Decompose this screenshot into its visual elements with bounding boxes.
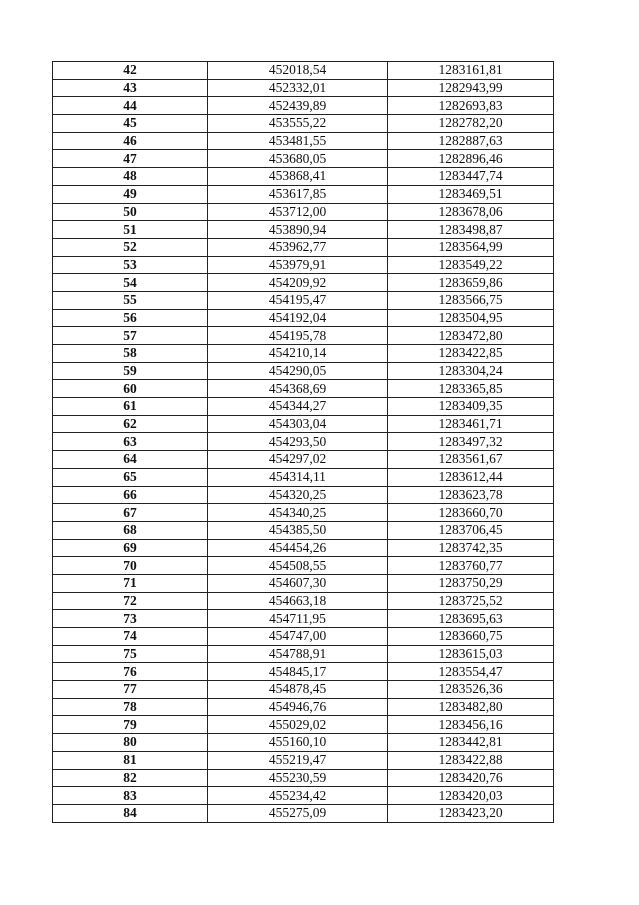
table-row (53, 734, 554, 752)
y-coordinate-cell: 1283706,45 (388, 521, 554, 539)
point-number-cell: 80 (53, 734, 208, 752)
point-number-cell: 49 (53, 185, 208, 203)
table-row (53, 168, 554, 186)
table-row (53, 751, 554, 769)
x-coordinate-cell: 454344,27 (208, 398, 388, 416)
point-number-cell: 67 (53, 504, 208, 522)
y-coordinate-cell: 1283564,99 (388, 238, 554, 256)
x-coordinate-cell: 452018,54 (208, 62, 388, 80)
point-number-cell: 72 (53, 592, 208, 610)
coordinates-table (52, 61, 554, 823)
point-number-cell: 77 (53, 681, 208, 699)
point-number-cell: 43 (53, 79, 208, 97)
y-coordinate-cell: 1282943,99 (388, 79, 554, 97)
table-row (53, 663, 554, 681)
table-row (53, 645, 554, 663)
y-coordinate-cell: 1283420,03 (388, 787, 554, 805)
point-number-cell: 84 (53, 804, 208, 822)
table-row (53, 610, 554, 628)
y-coordinate-cell: 1283456,16 (388, 716, 554, 734)
y-coordinate-cell: 1283504,95 (388, 309, 554, 327)
y-coordinate-cell: 1283725,52 (388, 592, 554, 610)
table-row (53, 539, 554, 557)
x-coordinate-cell: 453868,41 (208, 168, 388, 186)
x-coordinate-cell: 455029,02 (208, 716, 388, 734)
x-coordinate-cell: 454747,00 (208, 628, 388, 646)
y-coordinate-cell: 1283660,75 (388, 628, 554, 646)
table-row (53, 592, 554, 610)
x-coordinate-cell: 453962,77 (208, 238, 388, 256)
table-row (53, 274, 554, 292)
table-row (53, 115, 554, 133)
x-coordinate-cell: 454711,95 (208, 610, 388, 628)
y-coordinate-cell: 1283409,35 (388, 398, 554, 416)
point-number-cell: 79 (53, 716, 208, 734)
y-coordinate-cell: 1283742,35 (388, 539, 554, 557)
point-number-cell: 45 (53, 115, 208, 133)
y-coordinate-cell: 1283304,24 (388, 362, 554, 380)
y-coordinate-cell: 1283750,29 (388, 574, 554, 592)
point-number-cell: 64 (53, 451, 208, 469)
table-row (53, 698, 554, 716)
x-coordinate-cell: 453555,22 (208, 115, 388, 133)
point-number-cell: 78 (53, 698, 208, 716)
y-coordinate-cell: 1283461,71 (388, 415, 554, 433)
y-coordinate-cell: 1283623,78 (388, 486, 554, 504)
point-number-cell: 66 (53, 486, 208, 504)
table-row (53, 804, 554, 822)
x-coordinate-cell: 454293,50 (208, 433, 388, 451)
point-number-cell: 48 (53, 168, 208, 186)
table-row (53, 380, 554, 398)
table-row (53, 185, 554, 203)
table-row (53, 327, 554, 345)
y-coordinate-cell: 1282782,20 (388, 115, 554, 133)
table-row (53, 203, 554, 221)
x-coordinate-cell: 454788,91 (208, 645, 388, 663)
point-number-cell: 69 (53, 539, 208, 557)
point-number-cell: 60 (53, 380, 208, 398)
x-coordinate-cell: 455219,47 (208, 751, 388, 769)
x-coordinate-cell: 453481,55 (208, 132, 388, 150)
x-coordinate-cell: 454210,14 (208, 345, 388, 363)
table-row (53, 468, 554, 486)
point-number-cell: 51 (53, 221, 208, 239)
x-coordinate-cell: 452332,01 (208, 79, 388, 97)
x-coordinate-cell: 454209,92 (208, 274, 388, 292)
point-number-cell: 83 (53, 787, 208, 805)
point-number-cell: 62 (53, 415, 208, 433)
y-coordinate-cell: 1283365,85 (388, 380, 554, 398)
table-row (53, 398, 554, 416)
table-row (53, 521, 554, 539)
x-coordinate-cell: 454320,25 (208, 486, 388, 504)
x-coordinate-cell: 454385,50 (208, 521, 388, 539)
point-number-cell: 74 (53, 628, 208, 646)
y-coordinate-cell: 1283526,36 (388, 681, 554, 699)
y-coordinate-cell: 1283695,63 (388, 610, 554, 628)
x-coordinate-cell: 455275,09 (208, 804, 388, 822)
point-number-cell: 58 (53, 345, 208, 363)
x-coordinate-cell: 454607,30 (208, 574, 388, 592)
table-row (53, 574, 554, 592)
table-row (53, 557, 554, 575)
point-number-cell: 82 (53, 769, 208, 787)
y-coordinate-cell: 1283472,80 (388, 327, 554, 345)
point-number-cell: 57 (53, 327, 208, 345)
point-number-cell: 46 (53, 132, 208, 150)
y-coordinate-cell: 1283423,20 (388, 804, 554, 822)
table-row (53, 716, 554, 734)
y-coordinate-cell: 1283615,03 (388, 645, 554, 663)
table-row (53, 62, 554, 80)
x-coordinate-cell: 454845,17 (208, 663, 388, 681)
table-row (53, 433, 554, 451)
y-coordinate-cell: 1282896,46 (388, 150, 554, 168)
x-coordinate-cell: 453890,94 (208, 221, 388, 239)
point-number-cell: 76 (53, 663, 208, 681)
point-number-cell: 55 (53, 291, 208, 309)
x-coordinate-cell: 454290,05 (208, 362, 388, 380)
y-coordinate-cell: 1282693,83 (388, 97, 554, 115)
x-coordinate-cell: 453680,05 (208, 150, 388, 168)
x-coordinate-cell: 455230,59 (208, 769, 388, 787)
point-number-cell: 44 (53, 97, 208, 115)
y-coordinate-cell: 1283422,88 (388, 751, 554, 769)
x-coordinate-cell: 454368,69 (208, 380, 388, 398)
table-row (53, 221, 554, 239)
table-row (53, 345, 554, 363)
table-row (53, 362, 554, 380)
x-coordinate-cell: 454314,11 (208, 468, 388, 486)
point-number-cell: 81 (53, 751, 208, 769)
point-number-cell: 52 (53, 238, 208, 256)
y-coordinate-cell: 1283447,74 (388, 168, 554, 186)
point-number-cell: 75 (53, 645, 208, 663)
x-coordinate-cell: 454946,76 (208, 698, 388, 716)
y-coordinate-cell: 1283678,06 (388, 203, 554, 221)
x-coordinate-cell: 453979,91 (208, 256, 388, 274)
point-number-cell: 73 (53, 610, 208, 628)
table-row (53, 132, 554, 150)
x-coordinate-cell: 454340,25 (208, 504, 388, 522)
x-coordinate-cell: 453712,00 (208, 203, 388, 221)
y-coordinate-cell: 1283442,81 (388, 734, 554, 752)
point-number-cell: 56 (53, 309, 208, 327)
point-number-cell: 42 (53, 62, 208, 80)
table-row (53, 150, 554, 168)
table-row (53, 787, 554, 805)
y-coordinate-cell: 1283497,32 (388, 433, 554, 451)
table-row (53, 681, 554, 699)
point-number-cell: 50 (53, 203, 208, 221)
x-coordinate-cell: 454878,45 (208, 681, 388, 699)
y-coordinate-cell: 1283612,44 (388, 468, 554, 486)
point-number-cell: 61 (53, 398, 208, 416)
x-coordinate-cell: 454195,47 (208, 291, 388, 309)
y-coordinate-cell: 1282887,63 (388, 132, 554, 150)
y-coordinate-cell: 1283469,51 (388, 185, 554, 203)
x-coordinate-cell: 454195,78 (208, 327, 388, 345)
y-coordinate-cell: 1283420,76 (388, 769, 554, 787)
point-number-cell: 65 (53, 468, 208, 486)
point-number-cell: 71 (53, 574, 208, 592)
y-coordinate-cell: 1283554,47 (388, 663, 554, 681)
y-coordinate-cell: 1283760,77 (388, 557, 554, 575)
x-coordinate-cell: 455234,42 (208, 787, 388, 805)
table-row (53, 451, 554, 469)
y-coordinate-cell: 1283660,70 (388, 504, 554, 522)
table-row (53, 79, 554, 97)
table-row (53, 769, 554, 787)
table-row (53, 309, 554, 327)
table-row (53, 415, 554, 433)
y-coordinate-cell: 1283561,67 (388, 451, 554, 469)
x-coordinate-cell: 454663,18 (208, 592, 388, 610)
point-number-cell: 54 (53, 274, 208, 292)
x-coordinate-cell: 453617,85 (208, 185, 388, 203)
x-coordinate-cell: 454192,04 (208, 309, 388, 327)
table-row (53, 256, 554, 274)
coordinates-table-body (53, 62, 554, 823)
point-number-cell: 47 (53, 150, 208, 168)
point-number-cell: 53 (53, 256, 208, 274)
x-coordinate-cell: 454303,04 (208, 415, 388, 433)
point-number-cell: 68 (53, 521, 208, 539)
point-number-cell: 70 (53, 557, 208, 575)
x-coordinate-cell: 452439,89 (208, 97, 388, 115)
table-row (53, 486, 554, 504)
x-coordinate-cell: 454508,55 (208, 557, 388, 575)
y-coordinate-cell: 1283482,80 (388, 698, 554, 716)
y-coordinate-cell: 1283549,22 (388, 256, 554, 274)
point-number-cell: 59 (53, 362, 208, 380)
x-coordinate-cell: 455160,10 (208, 734, 388, 752)
table-row (53, 97, 554, 115)
y-coordinate-cell: 1283161,81 (388, 62, 554, 80)
y-coordinate-cell: 1283498,87 (388, 221, 554, 239)
point-number-cell: 63 (53, 433, 208, 451)
table-row (53, 291, 554, 309)
x-coordinate-cell: 454454,26 (208, 539, 388, 557)
table-row (53, 504, 554, 522)
table-row (53, 238, 554, 256)
y-coordinate-cell: 1283659,86 (388, 274, 554, 292)
table-row (53, 628, 554, 646)
y-coordinate-cell: 1283566,75 (388, 291, 554, 309)
x-coordinate-cell: 454297,02 (208, 451, 388, 469)
y-coordinate-cell: 1283422,85 (388, 345, 554, 363)
